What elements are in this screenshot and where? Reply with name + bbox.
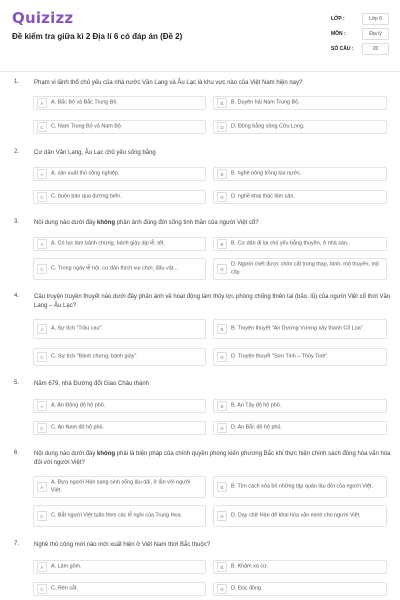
option-letter: C (37, 511, 47, 521)
question-text: Nội dung nào dưới đây không phải là biện pháp của chính quyền phong kiến phương Bắc khi thực hiện chính sách đồng hóa văn hóa đối với người Việt? (34, 451, 391, 466)
option-letter: B (217, 98, 227, 108)
option-text: A. An Đông đô hộ phủ. (51, 402, 106, 409)
question-7 (0, 541, 400, 600)
option-letter: D (217, 264, 227, 274)
option-b[interactable] (213, 476, 387, 498)
option-text: D. Dạy chữ Hán để khai hóa văn minh cho người Việt. (231, 512, 361, 519)
option-letter: A (37, 482, 47, 492)
option-letter: B (217, 401, 227, 411)
option-letter: D (217, 511, 227, 521)
meta-grade-value: Lớp 6 (362, 13, 389, 25)
option-letter: C (37, 584, 47, 594)
option-letter: A (37, 324, 47, 334)
question-1 (0, 79, 400, 139)
option-d[interactable] (213, 258, 387, 280)
option-d[interactable] (213, 120, 387, 134)
question-text: Nội dung nào dưới đây không phản ánh đúng đời sống tinh thần của người Việt cổ? (34, 220, 259, 226)
option-text: D. Truyện thuyết "Sơn Tinh – Thủy Tinh". (231, 353, 329, 360)
option-letter: C (37, 122, 47, 132)
option-text: D. nghề khai thác lâm sản. (231, 193, 295, 200)
option-letter: D (217, 122, 227, 132)
question-text: Cư dân Văn Lang, Âu Lạc chủ yếu sống bằng (34, 150, 156, 156)
option-text: B. Duyên hải Nam Trung Bộ. (231, 99, 300, 106)
option-c[interactable] (33, 421, 206, 435)
option-d[interactable] (213, 505, 387, 527)
option-c[interactable] (33, 120, 206, 134)
option-d[interactable] (213, 582, 387, 596)
question-text: Phạm vi lãnh thổ chủ yếu của nhà nước Văn Lang và Âu Lạc là khu vực nào của Việt Nam hiện nay? (34, 80, 303, 86)
option-text: C. buôn bán qua đường biển. (51, 193, 122, 200)
question-text: Nghề thủ công mới nào mới xuất hiện ở Việt Nam thời Bắc thuộc? (34, 542, 211, 548)
option-letter: B (217, 239, 227, 249)
emphasis-not: không (97, 220, 115, 226)
option-text: D. Đồng bằng sông Cửu Long. (231, 123, 305, 130)
option-letter: D (217, 423, 227, 433)
option-a[interactable] (33, 560, 206, 574)
option-a[interactable] (33, 96, 206, 110)
option-letter: A (37, 401, 47, 411)
option-b[interactable] (213, 96, 387, 110)
option-letter: B (217, 562, 227, 572)
option-text: A. Có tục làm bánh chưng, bánh giày dịp lễ, tết. (51, 240, 165, 247)
option-b[interactable] (213, 319, 387, 339)
option-d[interactable] (213, 348, 387, 366)
question-number: 4. (14, 293, 20, 299)
meta-subject (331, 27, 389, 42)
option-letter: C (37, 264, 47, 274)
meta-grade (331, 12, 389, 27)
option-letter: C (37, 192, 47, 202)
question-number: 1. (14, 79, 20, 85)
option-text: A. Làm gốm. (51, 563, 82, 570)
quizizz-logo[interactable]: Quizizz (12, 9, 74, 27)
option-text: B. Khảm xà cừ. (231, 563, 269, 570)
question-number: 5. (14, 380, 20, 386)
option-letter: A (37, 98, 47, 108)
option-letter: C (37, 423, 47, 433)
question-6 (0, 450, 400, 534)
option-text: A. Đưa người Hán sang sinh sống lâu dài, ở lẫn với người Việt. (51, 479, 191, 493)
option-b[interactable] (213, 167, 387, 181)
question-4 (0, 293, 400, 373)
option-a[interactable] (33, 167, 206, 181)
option-c[interactable] (33, 348, 206, 366)
option-text: D. Đúc đồng. (231, 585, 263, 592)
option-a[interactable] (33, 399, 206, 413)
question-text: Năm 679, nhà Đường đổi Giao Châu thành (34, 381, 150, 387)
option-letter: D (217, 584, 227, 594)
option-b[interactable] (213, 237, 387, 251)
meta-question-count (331, 42, 389, 57)
meta-count-value: 20 (362, 43, 389, 55)
option-a[interactable] (33, 476, 206, 498)
option-b[interactable] (213, 560, 387, 574)
meta-subject-label: MÔN : (331, 31, 346, 37)
option-text: A. sản xuất thủ công nghiệp. (51, 170, 120, 177)
emphasis-not: không (97, 451, 115, 457)
option-text: B. nghề nông trồng lúa nước. (231, 170, 302, 177)
question-5 (0, 380, 400, 440)
page-title: Đề kiểm tra giữa kì 2 Địa lí 6 có đáp án (Đề 2) (12, 32, 183, 41)
question-text: Câu truyện truyền thuyết nào dưới đây phản ánh về hoạt động làm thủy lợi, phòng chống thiên tai (bão, lũ) của người Việt cổ thời Văn Lang – Âu Lạc? (34, 294, 391, 309)
option-text: A. Sự tích "Trầu cau". (51, 325, 103, 332)
question-number: 7. (14, 541, 20, 547)
option-letter: A (37, 562, 47, 572)
option-letter: B (217, 169, 227, 179)
option-text: A. Bắc Bộ và Bắc Trung Bộ. (51, 99, 118, 106)
option-letter: B (217, 482, 227, 492)
option-text: C. Nam Trung Bộ và Nam Bộ. (51, 123, 123, 130)
option-c[interactable] (33, 582, 206, 596)
question-2 (0, 149, 400, 209)
option-text: D. Người chết được chôn cất trong thạp, bình, mộ thuyền, mộ cây. (231, 261, 379, 275)
question-number: 2. (14, 149, 20, 155)
page-header (0, 0, 400, 64)
option-text: B. Tìm cách xóa bỏ những tập quán lâu đời của người Việt. (231, 483, 374, 490)
option-letter: B (217, 324, 227, 334)
option-letter: A (37, 169, 47, 179)
option-letter: C (37, 352, 47, 362)
option-text: C. Bắt người Việt tuân theo các lễ nghi của Trung Hoa. (51, 512, 183, 519)
option-text: B. Cư dân đi lại chủ yếu bằng thuyền, ở nhà sàn. (231, 240, 349, 247)
option-text: D. An Bắc đô hộ phủ. (231, 424, 282, 431)
question-number: 6. (14, 450, 20, 456)
header-divider (0, 71, 400, 72)
option-letter: D (217, 352, 227, 362)
option-c[interactable] (33, 190, 206, 204)
quiz-meta (331, 12, 389, 57)
meta-count-label: SỐ CÂU : (331, 46, 354, 52)
option-text: B. Truyện thuyết "An Dương Vương xây thành Cổ Loa". (231, 325, 365, 332)
option-c[interactable] (33, 505, 206, 527)
question-3 (0, 219, 400, 285)
option-d[interactable] (213, 190, 387, 204)
question-number: 3. (14, 219, 20, 225)
option-text: C. Trong ngày lễ hội, cư dân thích vui chơi, đấu vật... (51, 265, 178, 272)
option-a[interactable] (33, 237, 206, 251)
option-letter: A (37, 239, 47, 249)
option-a[interactable] (33, 319, 206, 339)
option-text: C. An Nam đô hộ phủ. (51, 424, 105, 431)
option-b[interactable] (213, 399, 387, 413)
option-letter: D (217, 192, 227, 202)
option-c[interactable] (33, 258, 206, 280)
meta-grade-label: LỚP : (331, 16, 345, 22)
option-d[interactable] (213, 421, 387, 435)
option-text: C. Sự tích "Bánh chưng, bánh giày". (51, 353, 138, 360)
option-text: C. Rèn sắt. (51, 585, 78, 592)
option-text: B. An Tây đô hộ phủ. (231, 402, 282, 409)
meta-subject-value: Địa lý (362, 28, 389, 40)
